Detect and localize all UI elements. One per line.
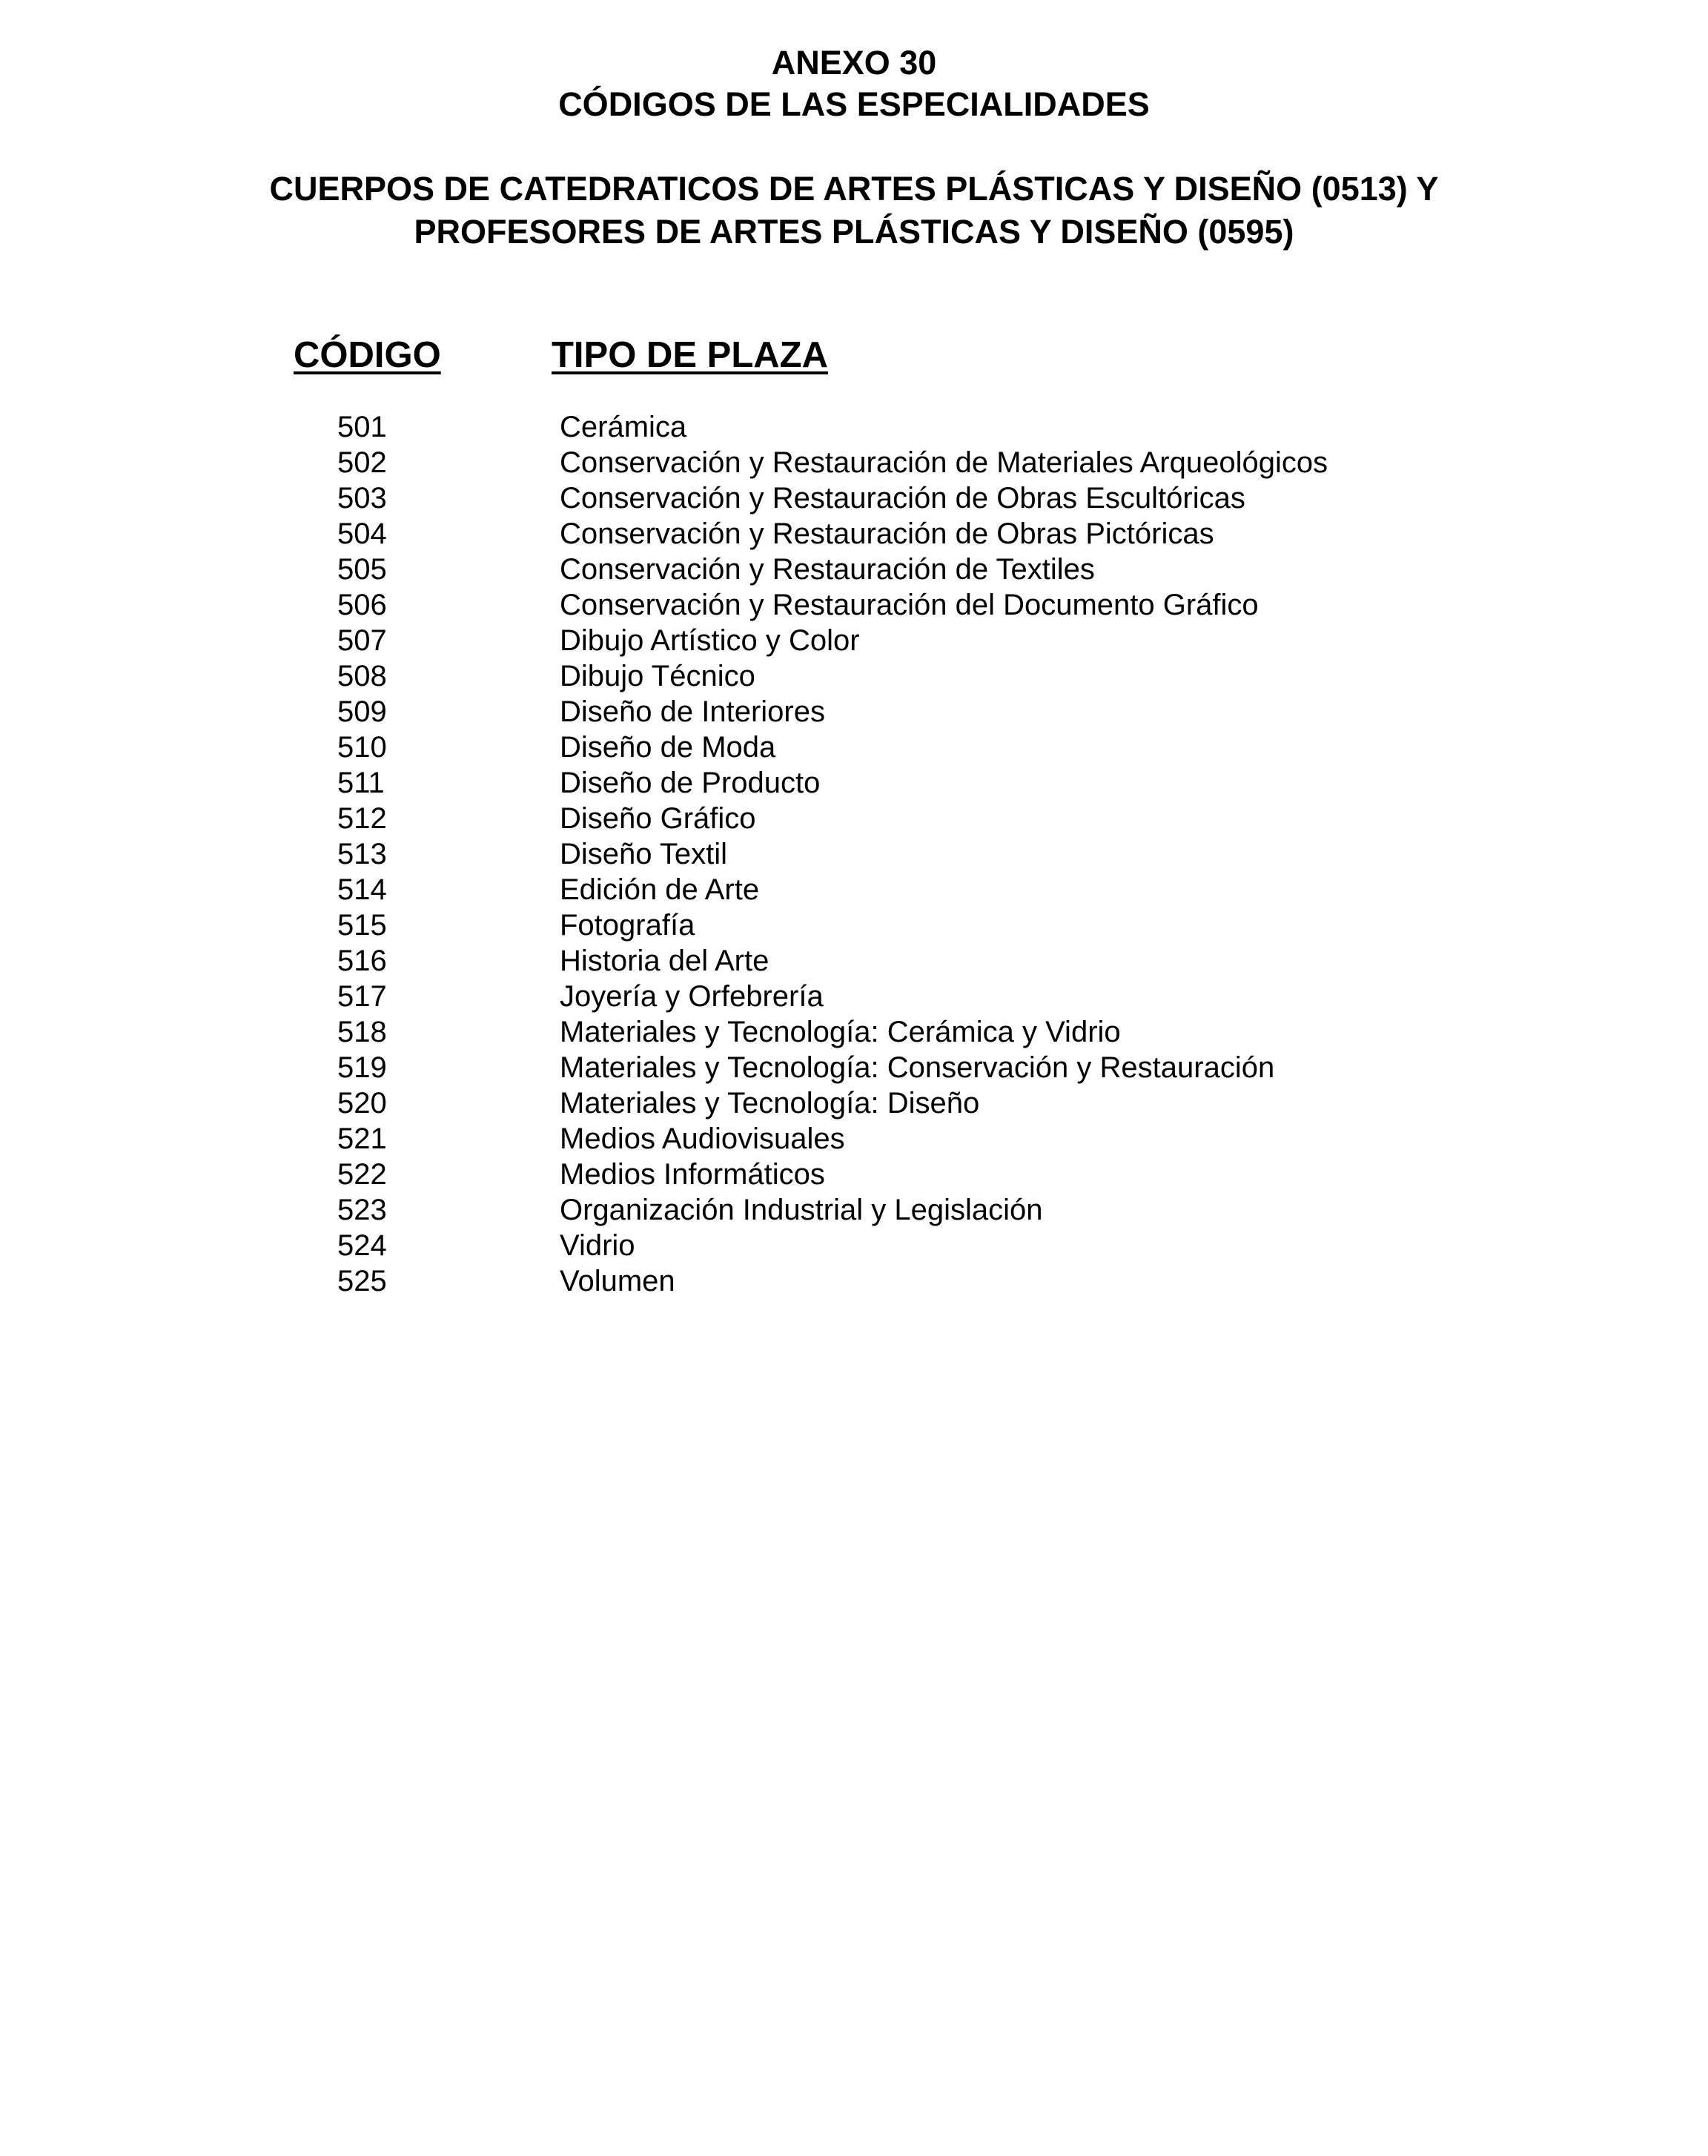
row-type: Historia del Arte: [560, 945, 769, 977]
row-type: Conservación y Restauración de Obras Pictóricas: [560, 517, 1214, 550]
row-code: 515: [337, 909, 387, 942]
row-type: Dibujo Artístico y Color: [560, 624, 860, 657]
row-code: 501: [337, 411, 387, 443]
row-type: Materiales y Tecnología: Conservación y Restauración: [560, 1051, 1275, 1084]
row-type: Fotografía: [560, 909, 695, 942]
row-type: Materiales y Tecnología: Diseño: [560, 1087, 980, 1120]
row-code: 522: [337, 1158, 387, 1191]
row-type: Conservación y Restauración del Documento Gráfico: [560, 589, 1259, 621]
row-code: 511: [337, 767, 385, 799]
row-code: 507: [337, 624, 387, 657]
row-type: Diseño Textil: [560, 838, 728, 870]
table-row: [0, 1085, 1708, 1121]
row-code: 503: [337, 482, 387, 515]
row-code: 513: [337, 838, 387, 870]
row-type: Edición de Arte: [560, 873, 760, 906]
row-code: 512: [337, 802, 387, 835]
row-code: 505: [337, 553, 387, 586]
table-row: [0, 979, 1708, 1014]
table-row: [0, 694, 1708, 730]
row-type: Materiales y Tecnología: Cerámica y Vidrio: [560, 1016, 1121, 1048]
table-row: [0, 801, 1708, 836]
row-code: 509: [337, 695, 387, 728]
row-type: Diseño de Interiores: [560, 695, 825, 728]
row-type: Medios Audiovisuales: [560, 1122, 845, 1155]
row-type: Joyería y Orfebrería: [560, 980, 824, 1013]
row-code: 523: [337, 1194, 387, 1226]
row-type: Diseño de Moda: [560, 731, 776, 764]
row-type: Dibujo Técnico: [560, 660, 755, 692]
table-row: [0, 943, 1708, 979]
row-code: 504: [337, 517, 387, 550]
table-row: [0, 1121, 1708, 1157]
row-type: Volumen: [560, 1265, 675, 1297]
table-row: [0, 587, 1708, 623]
table-row: [0, 730, 1708, 765]
table-row: [0, 836, 1708, 872]
row-type: Conservación y Restauración de Materiales Arqueológicos: [560, 446, 1328, 479]
table-row: [0, 1228, 1708, 1263]
table-row: [0, 907, 1708, 943]
table-row: [0, 623, 1708, 658]
row-code: 518: [337, 1016, 387, 1048]
table-row: [0, 480, 1708, 516]
table-row: [0, 1263, 1708, 1299]
row-code: 510: [337, 731, 387, 764]
row-type: Vidrio: [560, 1229, 635, 1262]
table-row: [0, 1157, 1708, 1192]
table-row: [0, 1050, 1708, 1085]
corps-title-line-2: PROFESORES DE ARTES PLÁSTICAS Y DISEÑO (0595): [414, 213, 1294, 251]
row-type: Diseño Gráfico: [560, 802, 756, 835]
row-code: 514: [337, 873, 387, 906]
annex-subtitle: CÓDIGOS DE LAS ESPECIALIDADES: [558, 85, 1150, 123]
table-row: [0, 872, 1708, 907]
row-code: 525: [337, 1265, 387, 1297]
row-type: Conservación y Restauración de Textiles: [560, 553, 1095, 586]
row-type: Cerámica: [560, 411, 687, 443]
column-header-type: TIPO DE PLAZA: [552, 335, 828, 375]
table-row: [0, 409, 1708, 445]
table-row: [0, 765, 1708, 801]
table-row: [0, 658, 1708, 694]
row-code: 519: [337, 1051, 387, 1084]
row-code: 516: [337, 945, 387, 977]
row-code: 502: [337, 446, 387, 479]
row-code: 521: [337, 1122, 387, 1155]
row-type: Conservación y Restauración de Obras Escultóricas: [560, 482, 1245, 515]
table-row: [0, 1192, 1708, 1228]
corps-title-line-1: CUERPOS DE CATEDRATICOS DE ARTES PLÁSTICAS Y DISEÑO (0513) Y: [269, 170, 1439, 208]
row-code: 508: [337, 660, 387, 692]
column-header-code: CÓDIGO: [294, 335, 441, 375]
row-type: Diseño de Producto: [560, 767, 821, 799]
row-code: 524: [337, 1229, 387, 1262]
row-code: 517: [337, 980, 387, 1013]
row-code: 506: [337, 589, 387, 621]
specialties-list: [0, 409, 1708, 1299]
annex-title: ANEXO 30: [771, 44, 937, 82]
table-row: [0, 445, 1708, 480]
row-code: 520: [337, 1087, 387, 1120]
row-type: Medios Informáticos: [560, 1158, 825, 1191]
row-type: Organización Industrial y Legislación: [560, 1194, 1043, 1226]
table-row: [0, 552, 1708, 587]
table-row: [0, 1014, 1708, 1050]
corps-title: [0, 168, 1708, 254]
table-row: [0, 516, 1708, 552]
